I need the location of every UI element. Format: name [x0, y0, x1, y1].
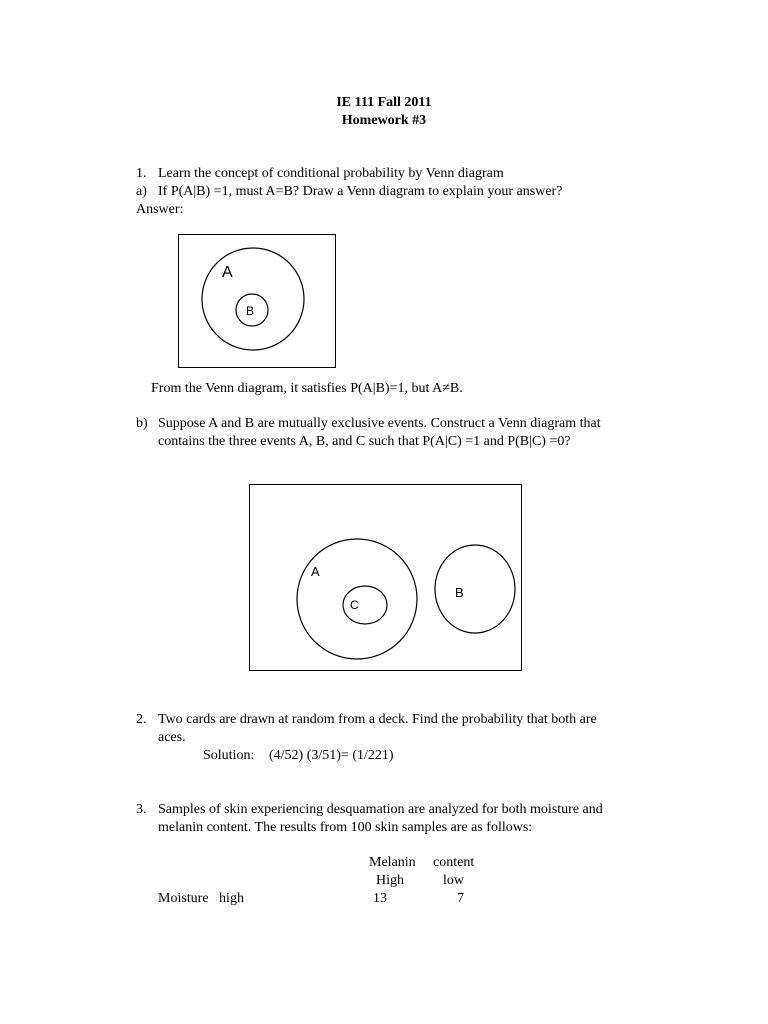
q3-text-line2: melanin content. The results from 100 skin samples are as follows: [158, 820, 533, 835]
venn1-label-a: A [222, 264, 233, 281]
venn1-circle-a [202, 248, 304, 350]
venn2-label-b: B [455, 585, 464, 600]
q1b-text-line1: Suppose A and B are mutually exclusive events. Construct a Venn diagram that [158, 416, 601, 431]
q1b-text-line2: contains the three events A, B, and C such that P(A|C) =1 and P(B|C) =0? [158, 434, 571, 449]
q1-text: Learn the concept of conditional probability by Venn diagram [158, 166, 504, 181]
venn2-label-c: C [350, 598, 359, 612]
table-header-melanin: Melanin [369, 855, 416, 870]
table-header-content: content [433, 855, 475, 870]
q1a-explanation: From the Venn diagram, it satisfies P(A|B)=1, but A≠B. [151, 381, 463, 396]
table-col-high: High [376, 873, 404, 888]
venn2-circle-b [435, 545, 515, 633]
venn2-label-a: A [311, 564, 320, 579]
table-row-label: Moisture high [158, 891, 244, 906]
table-col-low: low [443, 873, 464, 888]
venn-diagram-2-svg [249, 484, 522, 671]
venn2-frame [250, 485, 522, 671]
q1a-label: a) [136, 184, 147, 199]
q1b-label: b) [136, 416, 148, 431]
table-cell-high: 13 [373, 891, 387, 906]
q3-text-line1: Samples of skin experiencing desquamation are analyzed for both moisture and [158, 802, 603, 817]
q2-text-line1: Two cards are drawn at random from a deck. Find the probability that both are [158, 712, 597, 727]
venn-diagram-1 [178, 234, 336, 368]
q2-solution-label: Solution: [203, 748, 255, 763]
q2-solution-value: (4/52) (3/51)= (1/221) [269, 748, 394, 763]
table-cell-low: 7 [457, 891, 464, 906]
q2-text-line2: aces. [158, 730, 186, 745]
q1-number: 1. [136, 166, 147, 181]
homework-title: Homework #3 [341, 113, 427, 128]
answer-label: Answer: [136, 202, 184, 217]
venn-diagram-1-svg [178, 234, 336, 368]
q2-number: 2. [136, 712, 147, 727]
q3-number: 3. [136, 802, 147, 817]
q1a-text: If P(A|B) =1, must A=B? Draw a Venn diagram to explain your answer? [158, 184, 563, 199]
venn1-label-b: B [246, 304, 255, 318]
venn-diagram-2 [249, 484, 522, 671]
course-title: IE 111 Fall 2011 [336, 95, 432, 110]
